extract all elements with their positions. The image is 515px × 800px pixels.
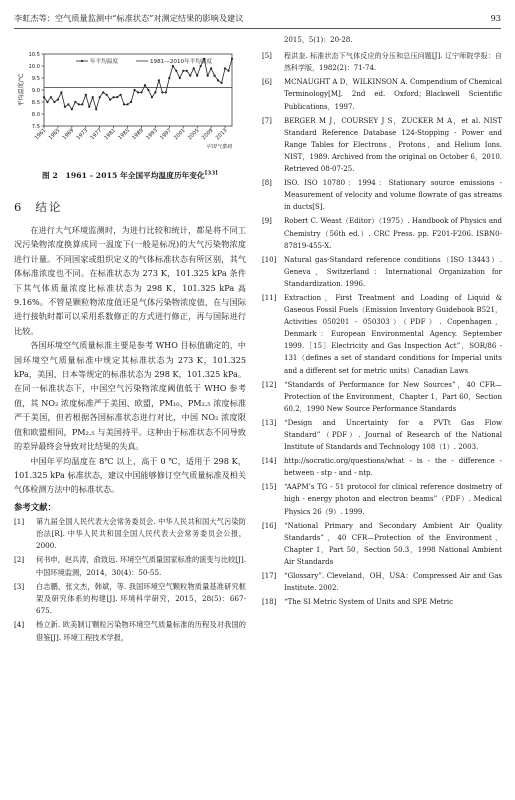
reference-text: “Glossary”. Cleveland，OH，USA：Compressed Air and Gas Institute. 2002. <box>284 572 502 593</box>
reference-index: [4] <box>14 620 25 630</box>
reference-text: 第九届全国人民代表大会常务委员会. 中华人民共和国大气污染防治法[R]. 中华人民共和国全国人民代表大会常务委员会公报，2000. <box>36 516 246 551</box>
reference-index: [1] <box>14 516 25 526</box>
figure-caption-text: 图 2 1961 - 2015 年全国平均温度历年变化 <box>42 171 205 180</box>
figure-caption-ref: [33] <box>204 170 218 177</box>
section-heading <box>14 199 246 215</box>
y-tick-label: 10.0 <box>28 63 40 70</box>
annual-temperature-point <box>200 65 202 67</box>
annual-temperature-point <box>119 94 121 96</box>
annual-temperature-point <box>186 70 188 72</box>
annual-temperature-point <box>88 106 90 108</box>
reference-text: “AAPM’s TG - 51 protocol for clinical reference dosimetry of high - energy photon and electron beams”（PDF）. Medical Physics 26（9）. 1999. <box>284 483 502 516</box>
conclusion-paragraph-1: 在进行大气环境监测时，为进行比较和统计，都是将不同工况污染物浓度换算成同一温度下(一般是标况)的大气污染物浓度进行计量。不同国家或组织定义的气体标准状态有所区别，其气体标准浓度也不同。在标准状态为 273 K，101.325 kPa 条件下其气体质量浓度比标准状态为 298 K，101.325 kPa 高 9.16%。不管是颗粒物浓度值还是气体污染物浓度值，在与国际进行接轨时都可以采用系数修正的方式进行修正，再与国际进行比较。 <box>14 225 246 336</box>
reference-item <box>262 455 502 479</box>
x-tick-label: 1961 <box>33 127 48 142</box>
annual-temperature-point <box>99 96 101 98</box>
annual-temperature-point <box>113 96 115 98</box>
reference-text: Extraction，First Treatment and Loading of Liquid & Gaseous Fossil Fuels（Emission Inventory Guidebook B521，Activities 050201 - 050303）（PDF）. Copenhagen，Denmark：European Environmental Agency. September 1999.［15］Electricity and Gas Inspection Act”，SOR/86 - 131（defines a set of standard conditions for Imperial units and a different set for metric units）Canadian Laws <box>284 293 502 375</box>
running-header-title: 李虹杰等：空气质量监测中“标准状态”对测定结果的影响及建议 <box>14 13 244 23</box>
legend-marker-annual <box>81 60 83 62</box>
reference-item <box>262 481 502 517</box>
annual-temperature-point <box>126 103 128 105</box>
annual-temperature-point <box>46 101 48 103</box>
reference-text: ISO. ISO 10780：1994：Stationary source emissions - Measurement of velocity and volume flowrate of gas streams in ducts[S]. <box>284 179 502 212</box>
annual-temperature-point <box>92 96 94 98</box>
annual-temperature-point <box>189 75 191 77</box>
reference-item <box>262 50 502 74</box>
annual-temperature-point <box>85 94 87 96</box>
figure-caption <box>14 170 246 181</box>
reference-item <box>14 554 246 578</box>
x-tick-label: 1985 <box>117 127 131 142</box>
legend-label-baseline: 1981—2010年平均温度 <box>150 59 213 65</box>
x-tick-label: 2005 <box>187 127 201 142</box>
reference-index: [8] <box>262 179 272 188</box>
x-tick-label: 1981 <box>103 127 118 142</box>
x-tick-label: 1965 <box>47 127 62 142</box>
reference-continuation: 2015，5(1)：20-28. <box>284 36 353 44</box>
reference-index: [11] <box>262 293 277 302</box>
annual-temperature-point <box>151 96 153 98</box>
reference-item <box>262 417 502 453</box>
annual-temperature-point <box>168 77 170 79</box>
y-tick-label: 9.0 <box>31 87 40 94</box>
reference-text: 白志鹏，张文杰，韩斌，等. 我国环境空气颗粒物质量基准研究框架及研究体系的构建[J]. 环境科学研究，2015，28(5)：667-675. <box>36 581 246 616</box>
reference-index: [17] <box>262 572 277 581</box>
reference-text: 何书申，赵兵涛，俞致远. 环境空气质量国家标准的演变与比较[J]. 中国环境监测，2014，30(4)：50-55. <box>36 555 246 577</box>
x-tick-label: 1977 <box>89 127 104 142</box>
conclusion-paragraph-2: 各国环境空气质量标准主要是参考 WHO 目标值确定的，中国环境空气质量标准中规定其标准状态为 273 K，101.325 kPa，美国、日本等规定的标准状态为 298 K，101.325 kPa。在同一标准状态下，中国空气污染物浓度阈值低于 WHO 参考值，其 NO₂ 浓度标准严于美国、欧盟，PM₁₀、PM₂.₅ 浓度标准严于美国，但若根据各国标准状态进行对比，中国 NO₂ 浓度限值和欧盟相同，PM₂.₅ 与美国持平。这种由于标准状态不同导致的差异最终会导致对比结果的失真。 <box>14 340 246 452</box>
x-tick-label: 1973 <box>75 127 90 142</box>
annual-temperature-point <box>231 58 233 60</box>
annual-temperature-point <box>53 101 55 103</box>
reference-item <box>262 215 502 251</box>
annual-temperature-point <box>193 67 195 69</box>
reference-list-right <box>262 50 502 608</box>
reference-item <box>262 76 502 112</box>
reference-item <box>262 177 502 213</box>
conclusion-paragraph-3: 中国年平均温度在 8℃ 以上，高于 0 ℃，适用于 298 K，101.325 kPa 标准状态，建议中国能够修订空气质量标准及相关气体检测方法中的标准状态。 <box>14 455 246 495</box>
reference-index: [3] <box>14 581 25 591</box>
reference-text: BERGER M J，COURSEY J S，ZUCKER M A，et al. NIST Standard Reference Database 124-Stopping - Power and Range Tables for Electrons，Protons，and Helium Ions. NIST，1989. Archived from the original on October 6，2010. Retrieved 08-07-25. <box>284 116 502 174</box>
annual-temperature-point <box>227 70 229 72</box>
annual-temperature-point <box>67 103 69 105</box>
annual-temperature-point <box>144 84 146 86</box>
reference-text: http://socratic.org/questions/what - is - the - difference - between - stp - and - ntp. <box>284 457 502 478</box>
section-title: 结论 <box>35 200 63 214</box>
reference-index: [14] <box>262 457 277 466</box>
y-axis-label: 平均温度/℃ <box>18 73 25 107</box>
reference-index: [10] <box>262 255 277 264</box>
temperature-line-chart <box>14 34 246 166</box>
annual-temperature-point <box>210 67 212 69</box>
reference-item <box>14 581 246 618</box>
reference-text: “Design and Uncertainty for a PVTt Gas Flow Standard”（PDF）. Journal of Research of the National Institute of Standards and Technology 108（1）. 2003. <box>284 418 502 452</box>
reference-item <box>14 619 246 643</box>
reference-text: 程洪奎. 标准状态下气体反应的分压和总压问题[J]. 辽宁师院学报：自然科学版，1982(2)：71-74. <box>284 52 502 73</box>
annual-temperature-point <box>137 91 139 93</box>
reference-index: [7] <box>262 116 272 125</box>
annual-temperature-point <box>109 99 111 101</box>
x-tick-label: 2009 <box>200 127 215 142</box>
annual-temperature-point <box>220 82 222 84</box>
x-tick-label: 1993 <box>145 127 159 142</box>
annual-temperature-point <box>116 96 118 98</box>
page-number: 93 <box>490 13 501 23</box>
annual-temperature-point <box>123 103 125 105</box>
y-tick-label: 10.5 <box>28 51 40 58</box>
reference-item <box>262 520 502 568</box>
reference-index: [16] <box>262 521 277 530</box>
annual-temperature-point <box>57 99 59 101</box>
reference-index: [6] <box>262 78 272 87</box>
annual-temperature-point <box>207 75 209 77</box>
left-column <box>14 34 246 646</box>
legend-label-annual: 年平均温度 <box>90 59 118 65</box>
annual-temperature-point <box>64 106 66 108</box>
reference-text: “Standards of Performance for New Sources”，40 CFR—Protection of the Environment，Chapter 1，Part 60，Section 60.2，1990 New Source Performance Standards <box>284 380 502 413</box>
reference-item <box>14 516 246 553</box>
annual-temperature-point <box>106 94 108 96</box>
x-tick-label: 2013 <box>214 127 229 142</box>
annual-temperature-point <box>95 108 97 110</box>
reference-index: [12] <box>262 380 277 389</box>
y-tick-label: 8.5 <box>31 99 40 106</box>
annual-temperature-line <box>44 59 232 109</box>
y-tick-label: 9.5 <box>31 75 40 82</box>
x-tick-label: 1989 <box>131 127 145 142</box>
reference-item <box>262 596 502 608</box>
reference-item <box>262 115 502 175</box>
annual-temperature-point <box>147 89 149 91</box>
annual-temperature-point <box>158 79 160 81</box>
right-column <box>262 34 502 610</box>
running-header <box>14 10 501 29</box>
reference-item <box>262 254 502 290</box>
annual-temperature-point <box>172 65 174 67</box>
reference-item <box>262 292 502 377</box>
annual-temperature-point <box>78 103 80 105</box>
annual-temperature-point <box>224 67 226 69</box>
annual-temperature-point <box>133 89 135 91</box>
annual-temperature-point <box>130 101 132 103</box>
reference-text: Robert C. Weast（Editor）（1975）. Handbook of Physics and Chemistry（56th ed.）. CRC Press. pp. F201-F206. ISBN0-87819-455-X. <box>284 217 502 250</box>
reference-text: MCNAUGHT A D，WILKINSON A. Compendium of Chemical Terminology[M]. 2nd ed. Oxford；Blackwell Scientific Publications，1997. <box>284 78 502 111</box>
annual-temperature-point <box>196 75 198 77</box>
annual-temperature-point <box>154 91 156 93</box>
reference-text: Natural gas-Standard reference conditions（ISO 13443）. Geneva，Switzerland：International Organization for Standardization. 1996. <box>284 255 502 288</box>
reference-text: “National Primary and Secondary Ambient Air Quality Standards”，40 CFR—Protection of the Environment，Chapter 1，Part 50，Section 50.3，1998 National Ambient Air Standards <box>284 521 502 566</box>
annual-temperature-point <box>74 101 76 103</box>
figure-watermark: 中国气象局 <box>206 144 232 150</box>
reference-index: [13] <box>262 418 277 427</box>
annual-temperature-point <box>161 91 163 93</box>
annual-temperature-point <box>182 70 184 72</box>
x-tick-label: 1997 <box>159 127 173 142</box>
temperature-figure <box>14 34 246 166</box>
annual-temperature-point <box>60 91 62 93</box>
x-tick-label: 2001 <box>173 127 187 142</box>
annual-temperature-point <box>102 91 104 93</box>
annual-temperature-point <box>50 96 52 98</box>
annual-temperature-point <box>81 103 83 105</box>
references-heading: 参考文献： <box>14 501 56 512</box>
reference-item <box>262 379 502 415</box>
reference-index: [9] <box>262 217 272 226</box>
reference-index: [15] <box>262 483 277 492</box>
annual-temperature-point <box>43 96 45 98</box>
reference-index: [5] <box>262 52 272 61</box>
annual-temperature-point <box>140 91 142 93</box>
annual-temperature-point <box>165 91 167 93</box>
y-tick-label: 8.0 <box>31 111 40 118</box>
y-tick-label: 7.5 <box>31 123 40 130</box>
annual-temperature-point <box>217 79 219 81</box>
reference-index: [18] <box>262 598 277 607</box>
x-tick-label: 1969 <box>61 127 76 142</box>
reference-text: 杨立新. 欧美制订颗粒污染物环境空气质量标准的历程及对我国的借鉴[J]. 环境工程技术学报， <box>36 620 246 642</box>
annual-temperature-point <box>179 77 181 79</box>
reference-text: “The SI Metric System of Units and SPE Metric <box>284 598 454 607</box>
annual-temperature-point <box>175 70 177 72</box>
section-number: 6 <box>14 200 24 214</box>
reference-item <box>262 570 502 594</box>
annual-temperature-point <box>213 75 215 77</box>
annual-temperature-point <box>71 108 73 110</box>
reference-index: [2] <box>14 555 25 565</box>
